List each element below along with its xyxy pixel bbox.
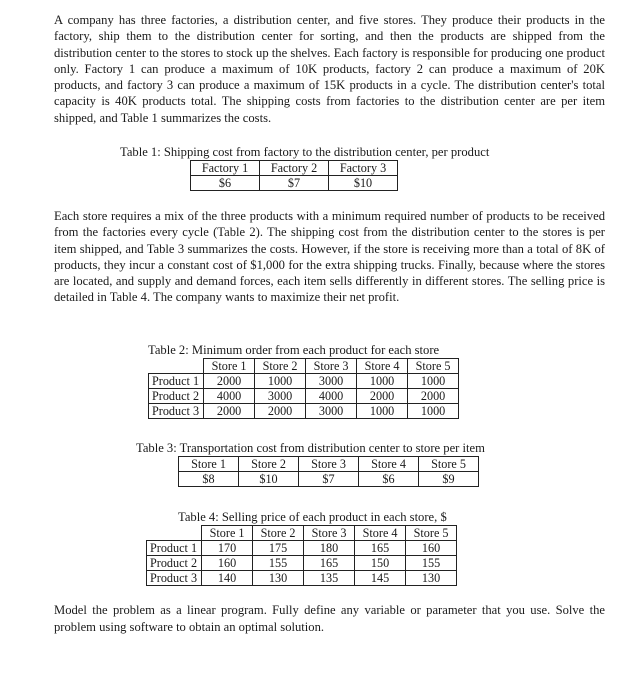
table-cell: 180 (304, 541, 355, 556)
table-header-cell: Factory 1 (191, 161, 260, 176)
table-cell: 150 (355, 556, 406, 571)
table-cell: 155 (253, 556, 304, 571)
table-1-block (120, 145, 489, 191)
intro-paragraph: A company has three factories, a distribution center, and five stores. They produce their products in the factory, ship them to the distribution center for sorting, and then the products are shipped from the distribution center to the stores to stock up the shelves. Each factory is responsible for producing one product only. Factory 1 can produce a maximum of 10K products, factory 2 can produce a maximum of 20K products, and factory 3 can produce a maximum of 15K products in a cycle. The distribution center's total capacity is 40K products total. The shipping costs from factories to the distribution center are per item shipped, and Table 1 summarizes the costs. (54, 13, 605, 125)
table-header-cell: Store 3 (299, 457, 359, 472)
table-header-cell: Factory 3 (329, 161, 398, 176)
table-header-cell: Factory 2 (260, 161, 329, 176)
table-row (179, 472, 479, 487)
table-cell: 2000 (357, 389, 408, 404)
requirements-paragraph: Each store requires a mix of the three products with a minimum required number of products to be received from the factories every cycle (Table 2). The shipping cost from the distribution center to the stores is per item shipped, and Table 3 summarizes the costs. However, if the store is receiving more than a total of 8K of products, they incur a constant cost of $1,000 for the extra shipping trucks. Finally, because where the stores are located, and supply and demand forces, each item sells differently in different stores. The selling price is detailed in Table 4. The company wants to maximize their net profit. (54, 209, 605, 305)
table-row (147, 571, 457, 586)
table-header-cell: Store 5 (419, 457, 479, 472)
table-row (147, 556, 457, 571)
table-header-cell: Store 1 (179, 457, 239, 472)
table-header-cell: Store 4 (355, 526, 406, 541)
table-cell: 3000 (306, 374, 357, 389)
table-row-label: Product 2 (149, 389, 204, 404)
table-row-label: Product 1 (149, 374, 204, 389)
table-header-cell: Store 5 (408, 359, 459, 374)
table-cell: $7 (299, 472, 359, 487)
table-2-caption: Table 2: Minimum order from each product for each store (148, 343, 440, 357)
table-cell: 2000 (408, 389, 459, 404)
table-3-caption: Table 3: Transportation cost from distribution center to store per item (136, 441, 485, 455)
table-1-caption: Table 1: Shipping cost from factory to the distribution center, per product (120, 145, 490, 159)
table-row (149, 389, 459, 404)
table-cell: $6 (359, 472, 419, 487)
table-header-cell: Store 4 (359, 457, 419, 472)
table-cell: 135 (304, 571, 355, 586)
table-row-label: Product 1 (147, 541, 202, 556)
table-cell: $10 (329, 176, 398, 191)
table-row (149, 374, 459, 389)
table-corner-cell (149, 359, 204, 374)
table-header-cell: Store 5 (406, 526, 457, 541)
table-row (147, 541, 457, 556)
task-paragraph: Model the problem as a linear program. Fully define any variable or parameter that you use. Solve the problem using software to obtain an optimal solution. (54, 603, 605, 634)
table-cell: $10 (239, 472, 299, 487)
table-header-cell: Store 2 (255, 359, 306, 374)
table-row-label: Product 3 (149, 404, 204, 419)
table-cell: 2000 (204, 404, 255, 419)
table-cell: 165 (355, 541, 406, 556)
table-cell: 1000 (408, 374, 459, 389)
table-cell: 4000 (204, 389, 255, 404)
table-cell: 1000 (408, 404, 459, 419)
table-2-block (148, 343, 459, 419)
table-cell: 160 (202, 556, 253, 571)
table-header-row (149, 359, 459, 374)
table-4 (146, 525, 457, 586)
table-header-cell: Store 3 (304, 526, 355, 541)
table-3-block (136, 441, 485, 487)
table-cell: 170 (202, 541, 253, 556)
table-cell: 145 (355, 571, 406, 586)
table-cell: 140 (202, 571, 253, 586)
table-cell: 160 (406, 541, 457, 556)
table-cell: $7 (260, 176, 329, 191)
table-cell: $6 (191, 176, 260, 191)
table-cell: 3000 (306, 404, 357, 419)
table-header-cell: Store 2 (253, 526, 304, 541)
table-cell: 1000 (255, 374, 306, 389)
table-4-caption: Table 4: Selling price of each product in each store, $ (178, 510, 447, 524)
table-cell: 130 (406, 571, 457, 586)
table-header-cell: Store 1 (204, 359, 255, 374)
table-header-row (191, 161, 398, 176)
table-cell: 1000 (357, 404, 408, 419)
table-1 (190, 160, 398, 191)
table-4-block (150, 510, 457, 586)
table-row (149, 404, 459, 419)
table-row (191, 176, 398, 191)
table-header-cell: Store 1 (202, 526, 253, 541)
table-cell: $8 (179, 472, 239, 487)
table-header-cell: Store 4 (357, 359, 408, 374)
table-row-label: Product 2 (147, 556, 202, 571)
table-header-row (147, 526, 457, 541)
table-header-row (179, 457, 479, 472)
table-cell: 130 (253, 571, 304, 586)
table-cell: 2000 (204, 374, 255, 389)
table-row-label: Product 3 (147, 571, 202, 586)
table-3 (178, 456, 479, 487)
table-cell: 4000 (306, 389, 357, 404)
table-cell: 155 (406, 556, 457, 571)
table-2 (148, 358, 459, 419)
table-cell: 175 (253, 541, 304, 556)
table-corner-cell (147, 526, 202, 541)
table-cell: 2000 (255, 404, 306, 419)
table-cell: 165 (304, 556, 355, 571)
table-cell: 1000 (357, 374, 408, 389)
table-header-cell: Store 3 (306, 359, 357, 374)
table-cell: $9 (419, 472, 479, 487)
table-cell: 3000 (255, 389, 306, 404)
table-header-cell: Store 2 (239, 457, 299, 472)
